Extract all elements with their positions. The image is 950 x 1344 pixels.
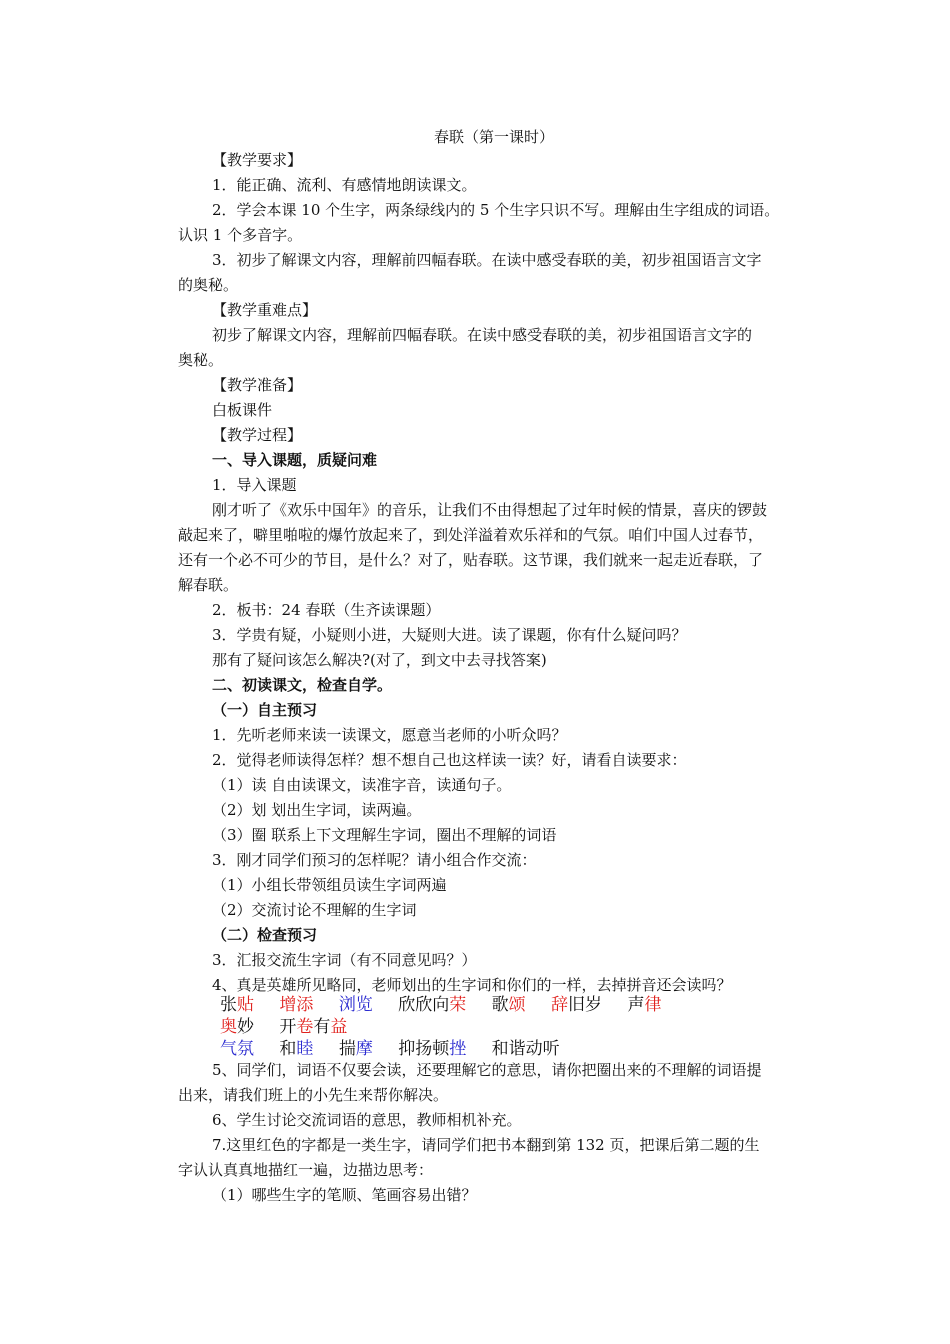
vocab-word: [398, 993, 466, 1017]
paragraph: （1）小组长带领组员读生字词两遍: [212, 876, 447, 894]
vocab-char: 贴: [237, 995, 254, 1015]
paragraph: 1．能正确、流利、有感情地朗读课文。: [212, 176, 477, 194]
vocab-char: 睦: [296, 1039, 314, 1059]
paragraph: 刚才听了《欢乐中国年》的音乐，让我们不由得想起了过年时候的情景，喜庆的锣鼓: [212, 501, 768, 519]
paragraph: （3）圈 联系上下文理解生字词，圈出不理解的词语: [212, 826, 557, 844]
paragraph: 2．板书：24 春联（生齐读课题）: [212, 601, 441, 619]
paragraph: 1．导入课题: [212, 476, 297, 494]
vocab-word: [551, 993, 602, 1017]
vocab-char: 开: [279, 1017, 297, 1037]
vocab-char: 颂: [508, 995, 526, 1015]
sub-heading: （一）自主预习: [212, 701, 318, 719]
vocab-char: 卷: [296, 1017, 314, 1037]
paragraph: 6、学生讨论交流词语的意思，教师相机补充。: [212, 1111, 522, 1129]
paragraph: 3．汇报交流生字词（有不同意见吗？）: [212, 951, 477, 969]
vocab-word: 和谐动听: [491, 1039, 560, 1059]
paragraph: 2．觉得老师读得怎样？想不想自己也这样读一读？好，请看自读要求：: [212, 751, 687, 769]
sub-heading: （二）检查预习: [212, 926, 318, 944]
paragraph: 的奥秘。: [178, 276, 239, 294]
paragraph: 出来，请我们班上的小先生来帮你解决。: [178, 1086, 449, 1104]
vocab-char: 抑扬顿: [398, 1039, 450, 1059]
paragraph: 4、真是英雄所见略同，老师划出的生字词和你们的一样，去掉拼音还会读吗？: [212, 976, 732, 994]
vocab-char: 张: [220, 995, 237, 1015]
paragraph: 解春联。: [178, 576, 239, 594]
vocab-char: 歌: [491, 995, 509, 1015]
vocab-word: 增添: [279, 995, 314, 1015]
vocab-word: [339, 1037, 373, 1061]
vocab-word: [627, 993, 661, 1017]
paragraph: （1）读 自由读课文，读准字音，读通句子。: [212, 776, 512, 794]
vocab-char: 欣欣向: [398, 995, 450, 1015]
vocab-char: 益: [330, 1017, 348, 1037]
vocab-word: [220, 1015, 254, 1039]
section-heading-requirements: 【教学要求】: [212, 151, 303, 169]
paragraph: 认识 1 个多音字。: [178, 226, 303, 244]
vocab-char: 奥: [220, 1017, 237, 1037]
vocab-char: 有: [313, 1017, 331, 1037]
paragraph: 那有了疑问该怎么解决?(对了，到文中去寻找答案): [212, 651, 547, 669]
vocab-word: [279, 1015, 347, 1039]
paragraph: 初步了解课文内容，理解前四幅春联。在读中感受春联的美，初步祖国语言文字的: [212, 326, 753, 344]
paragraph: 还有一个必不可少的节目，是什么？对了，贴春联。这节课，我们就来一起走近春联，了: [178, 551, 764, 569]
paragraph: 奥秘。: [178, 351, 224, 369]
vocab-row: [220, 1015, 367, 1039]
paragraph: 3．刚才同学们预习的怎样呢？请小组合作交流：: [212, 851, 537, 869]
vocab-char: 揣: [338, 1039, 356, 1059]
page-title: 春联（第一课时）: [433, 128, 554, 146]
paragraph: 3．初步了解课文内容，理解前四幅春联。在读中感受春联的美，初步祖国语言文字: [212, 251, 762, 269]
vocab-char: 声: [627, 995, 645, 1015]
vocab-word: [398, 1037, 466, 1061]
vocab-char: 摩: [355, 1039, 373, 1059]
vocab-word: [279, 1037, 313, 1061]
vocab-char: 妙: [237, 1017, 254, 1037]
vocab-char: 和: [279, 1039, 297, 1059]
vocab-char: 旧岁: [568, 995, 603, 1015]
section-heading-preparation: 【教学准备】: [212, 376, 303, 394]
paragraph: 2．学会本课 10 个生字，两条绿线内的 5 个生字只识不写。理解由生字组成的词语。: [212, 201, 780, 219]
paragraph: 白板课件: [212, 401, 273, 419]
paragraph: 5、同学们，词语不仅要会读，还要理解它的意思，请你把圈出来的不理解的词语提: [212, 1061, 762, 1079]
vocab-char: 辞: [551, 995, 569, 1015]
vocab-char: 挫: [449, 1039, 467, 1059]
paragraph: 3．学贵有疑，小疑则小进，大疑则大进。读了课题，你有什么疑问吗？: [212, 626, 687, 644]
paragraph: 7.这里红色的字都是一类生字，请同学们把书本翻到第 132 页，把课后第二题的生: [212, 1136, 760, 1154]
part-heading: 一、导入课题，质疑问难: [212, 451, 378, 469]
section-heading-key-points: 【教学重难点】: [212, 301, 318, 319]
vocab-char: 律: [644, 995, 662, 1015]
vocab-word: [220, 993, 254, 1017]
vocab-word: 浏览: [338, 995, 373, 1015]
paragraph: （1）哪些生字的笔顺、笔画容易出错？: [212, 1186, 477, 1204]
part-heading: 二、初读课文，检查自学。: [212, 676, 393, 694]
vocab-char: 荣: [449, 995, 467, 1015]
vocab-word: [492, 993, 526, 1017]
paragraph: （2）划 划出生字词，读两遍。: [212, 801, 422, 819]
vocab-row: [220, 1037, 580, 1061]
section-heading-process: 【教学过程】: [212, 426, 303, 444]
paragraph: （2）交流讨论不理解的生字词: [212, 901, 417, 919]
paragraph: 字认认真真地描红一遍，边描边思考：: [178, 1161, 434, 1179]
paragraph: 敲起来了，噼里啪啦的爆竹放起来了，到处洋溢着欢乐祥和的气氛。咱们中国人过春节，: [178, 526, 764, 544]
vocab-word: 气氛: [220, 1039, 254, 1059]
vocab-row: [220, 993, 681, 1017]
paragraph: 1．先听老师来读一读课文，愿意当老师的小听众吗？: [212, 726, 567, 744]
